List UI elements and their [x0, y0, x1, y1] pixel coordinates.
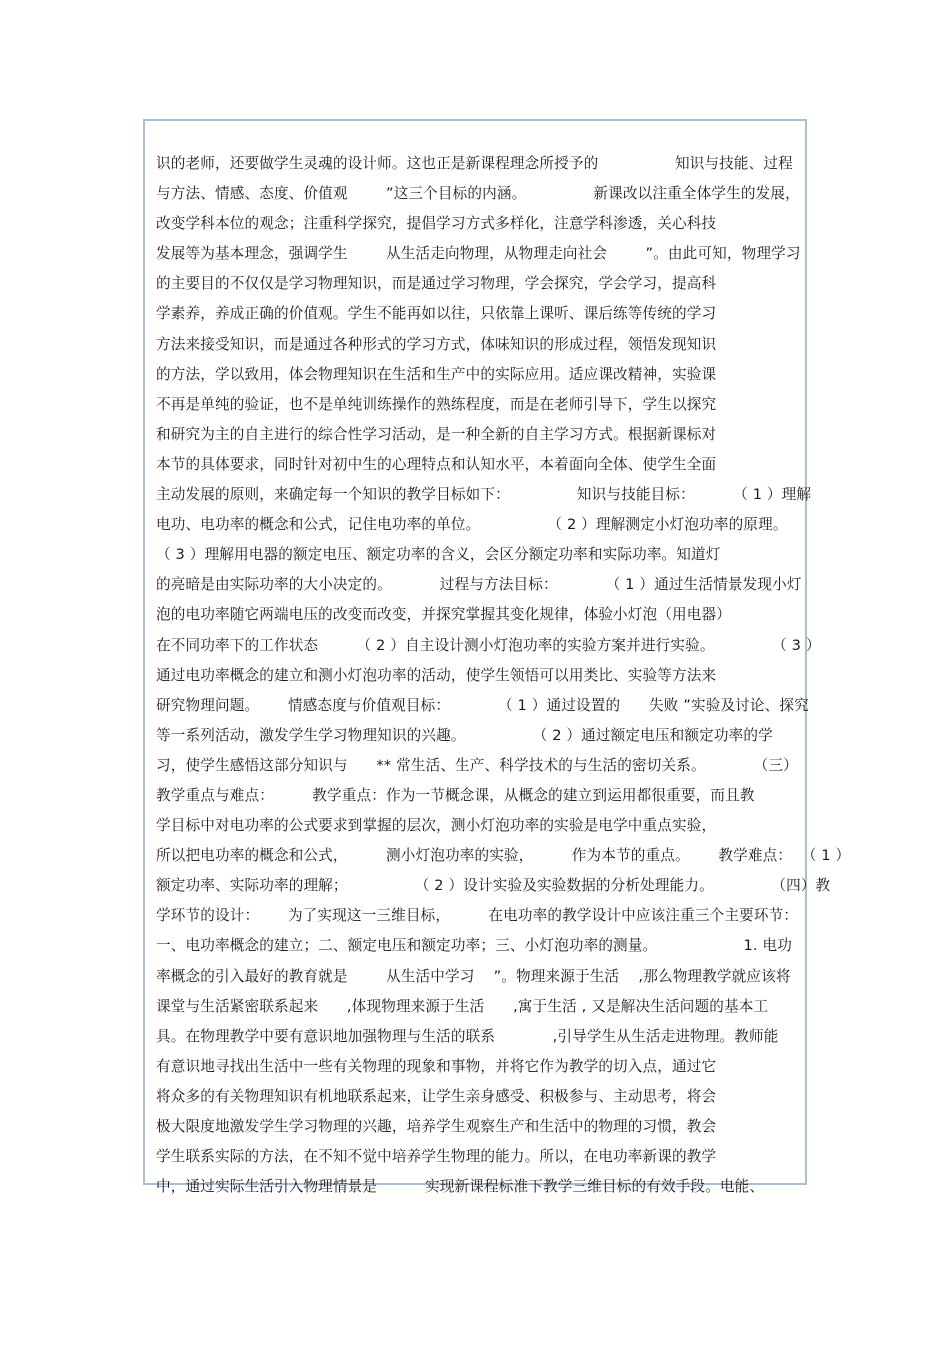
text-line: 的主要目的不仅仅是学习物理知识，而是通过学习物理，学会探究，学会学习，提高科 [156, 275, 717, 293]
text-line: 学生联系实际的方法，在不知不觉中培养学生物理的能力。所以，在电功率新课的教学 [156, 1148, 717, 1166]
text-line: （ 3 ）理解用电器的额定电压、额定功率的含义，会区分额定功率和实际功率。知道灯 [156, 546, 721, 564]
text-line: 本节的具体要求，同时针对初中生的心理特点和认知水平，本着面向全体、使学生全面 [156, 455, 717, 473]
text-line: 一、电功率概念的建立；二、额定电压和额定功率；三、小灯泡功率的测量。 1. 电功 [156, 937, 792, 955]
text-line: 学素养，养成正确的价值观。学生不能再如以往，只依靠上课听、课后练等传统的学习 [156, 305, 717, 323]
text-line: 识的老师，还要做学生灵魂的设计师。这也正是新课程理念所授予的 知识与技能、过程 [156, 155, 793, 172]
text-line: 在不同功率下的工作状态 （ 2 ）自主设计测小灯泡功率的实验方案并进行实验。 （ 3 ） [156, 636, 821, 654]
text-line: 所以把电功率的概念和公式， 测小灯泡功率的实验， 作为本节的重点。 教学难点： （ 1 ） [156, 847, 851, 865]
text-line: 额定功率、实际功率的理解； （ 2 ）设计实验及实验数据的分析处理能力。 （四）教 [156, 877, 831, 895]
text-line: 率概念的引入最好的教育就是 从生活中学习 ”。物理来源于生活 ,那么物理教学就应该将 [156, 967, 791, 985]
text-line: 的亮暗是由实际功率的大小决定的。 过程与方法目标： （ 1 ）通过生活情景发现小灯 [156, 576, 802, 594]
text-line: 与方法、情感、态度、价值观 ”这三个目标的内涵。 新课改以注重全体学生的发展， [156, 185, 800, 203]
text-line: 主动发展的原则，来确定每一个知识的教学目标如下： 知识与技能目标： （ 1 ）理解 [156, 486, 812, 504]
text-line: 改变学科本位的观念；注重科学探究，提倡学习方式多样化，注意学科渗透，关心科技 [156, 215, 717, 233]
text-line: 电功、电功率的概念和公式，记住电功率的单位。 （ 2 ）理解测定小灯泡功率的原理。 [156, 516, 788, 534]
text-line: 研究物理问题。 情感态度与价值观目标： （ 1 ）通过设置的 失败 ”实验及讨论、探究 [156, 696, 809, 714]
text-line: 方法来接受知识，而是通过各种形式的学习方式，体味知识的形成过程，领悟发现知识 [156, 335, 717, 353]
text-line: 课堂与生活紧密联系起来 ,体现物理来源于生活 ,寓于生活 , 又是解决生活问题的基本工 [156, 997, 769, 1015]
text-line: 的方法，学以致用，体会物理知识在生活和生产中的实际应用。适应课改精神，实验课 [156, 365, 717, 383]
text-line: 极大限度地激发学生学习物理的兴趣，培养学生观察生产和生活中的物理的习惯，教会 [156, 1118, 717, 1135]
text-line: 具。在物理教学中要有意识地加强物理与生活的联系 ,引导学生从生活走进物理。教师能 [156, 1027, 779, 1045]
text-line: 中，通过实际生活引入物理情景是 实现新课程标准下教学三维目标的有效手段。电能、 [156, 1178, 765, 1196]
text-line: 等一系列活动，激发学生学习物理知识的兴趣。 （ 2 ）通过额定电压和额定功率的学 [156, 726, 773, 744]
text-line: 学目标中对电功率的公式要求到掌握的层次，测小灯泡功率的实验是电学中重点实验， [156, 817, 717, 835]
document-body [156, 149, 851, 1202]
text-line: 教学重点与难点： 教学重点：作为一节概念课，从概念的建立到运用都很重要，而且教 [156, 786, 755, 804]
text-line: 将众多的有关物理知识有机地联系起来，让学生亲身感受、积极参与、主动思考，将会 [156, 1087, 717, 1105]
text-line: 发展等为基本理念，强调学生 从生活走向物理，从物理走向社会 ”。由此可知，物理学习 [156, 245, 801, 263]
text-line: 通过电功率概念的建立和测小灯泡功率的活动，使学生领悟可以用类比、实验等方法来 [156, 666, 717, 684]
text-line: 习，使学生感悟这部分知识与 ** 常生活、生产、科学技术的与生活的密切关系。 （三） [156, 756, 798, 774]
text-line: 有意识地寻找出生活中一些有关物理的现象和事物，并将它作为教学的切入点，通过它 [156, 1057, 717, 1075]
text-line: 学环节的设计： 为了实现这一三维目标， 在电功率的教学设计中应该注重三个主要环节： [156, 907, 799, 925]
text-line: 不再是单纯的验证，也不是单纯训练操作的熟练程度，而是在老师引导下，学生以探究 [156, 395, 717, 413]
text-line: 和研究为主的自主进行的综合性学习活动，是一种全新的自主学习方式。根据新课标对 [156, 425, 717, 443]
text-line: 泡的电功率随它两端电压的改变而改变，并探究掌握其变化规律，体验小灯泡（用电器） [156, 606, 732, 624]
